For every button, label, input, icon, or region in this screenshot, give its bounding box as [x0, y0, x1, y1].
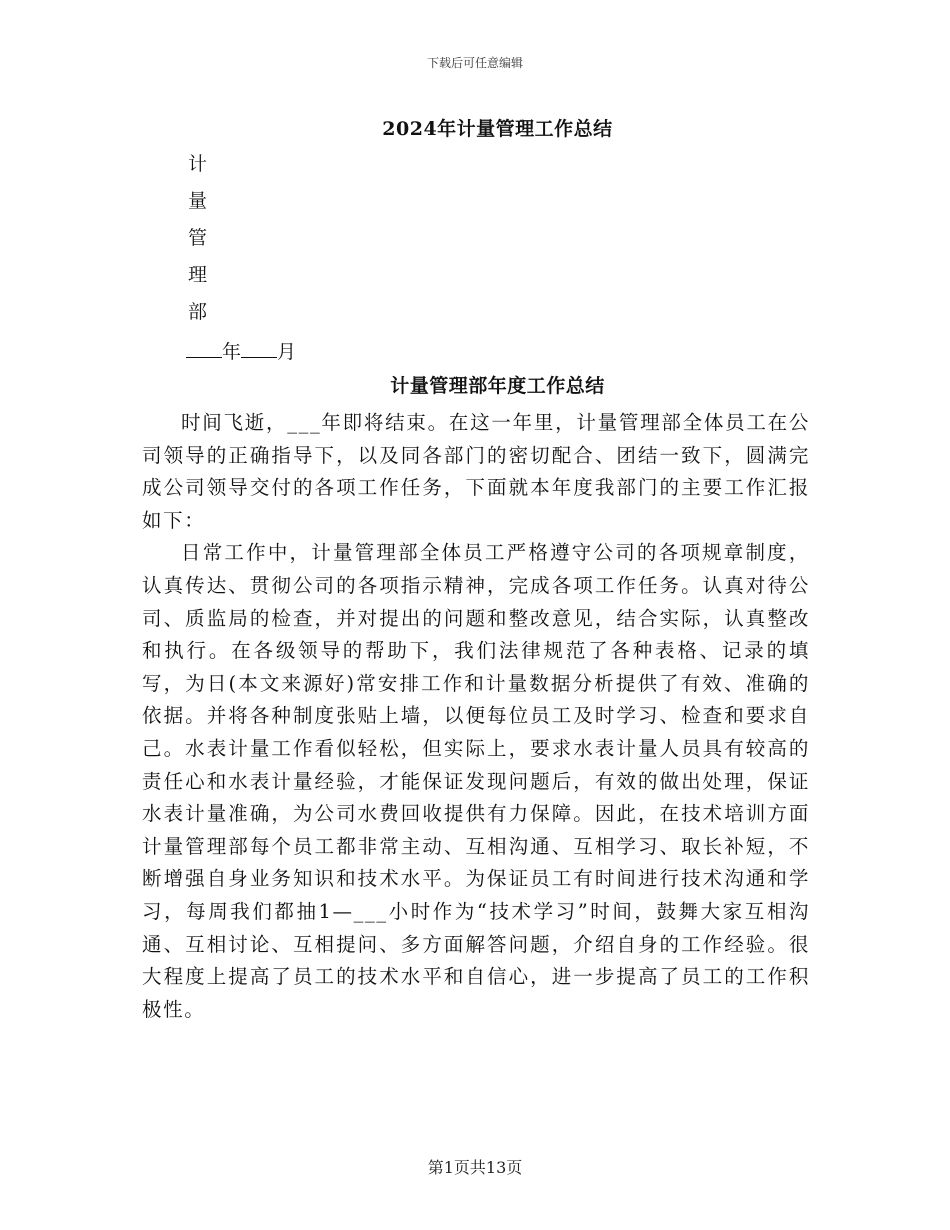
- section-title: 计量管理部年度工作总结: [390, 375, 605, 397]
- department-char: 理: [188, 264, 208, 286]
- page-footer: 第1页共13页: [427, 1158, 523, 1177]
- month-label: 月: [277, 341, 297, 363]
- department-char: 计: [188, 153, 208, 175]
- year-label: 年: [222, 341, 242, 363]
- department-char: 管: [188, 227, 208, 249]
- document-title: 2024年计量管理工作总结: [382, 118, 613, 140]
- header-note: 下载后可任意编辑: [426, 56, 523, 70]
- body-text: [142, 407, 810, 1026]
- paragraph-intro: 时间飞逝，___年即将结束。在这一年里，计量管理部全体员工在公司领导的正确指导下，以及同各部门的密切配合、团结一致下，圆满完成公司领导交付的各项工作任务，下面就本年度我部门的主要工作汇报如下：: [142, 411, 810, 532]
- month-blank: [241, 341, 277, 358]
- date-line: [186, 338, 296, 366]
- department-vertical-label: [188, 150, 207, 335]
- paragraph-daily-work: 日常工作中，计量管理部全体员工严格遵守公司的各项规章制度，认真传达、贯彻公司的各项指示精神，完成各项工作任务。认真对待公司、质监局的检查，并对提出的问题和整改意见，结合实际，认真整改和执行。在各级领导的帮助下，我们法律规范了各种表格、记录的填写，为日(本文来源好)常安排工作和计量数据分析提供了有效、准确的依据。并将各种制度张贴上墙，以便每位员工及时学习、检查和要求自己。水表计量工作看似轻松，但实际上，要求水表计量人员具有较高的责任心和水表计量经验，才能保证发现问题后，有效的做出处理，保证水表计量准确，为公司水费回收提供有力保障。因此，在技术培训方面计量管理部每个员工都非常主动、互相沟通、互相学习、取长补短，不断增强自身业务知识和技术水平。为保证员工有时间进行技术沟通和学习，每周我们都抽1—___小时作为“技术学习”时间，鼓舞大家互相沟通、互相讨论、互相提问、多方面解答问题，介绍自身的工作经验。很大程度上提高了员工的技术水平和自信心，进一步提高了员工的工作积极性。: [142, 541, 810, 1021]
- year-blank: [186, 341, 222, 358]
- department-char: 部: [188, 301, 208, 323]
- department-char: 量: [188, 190, 208, 212]
